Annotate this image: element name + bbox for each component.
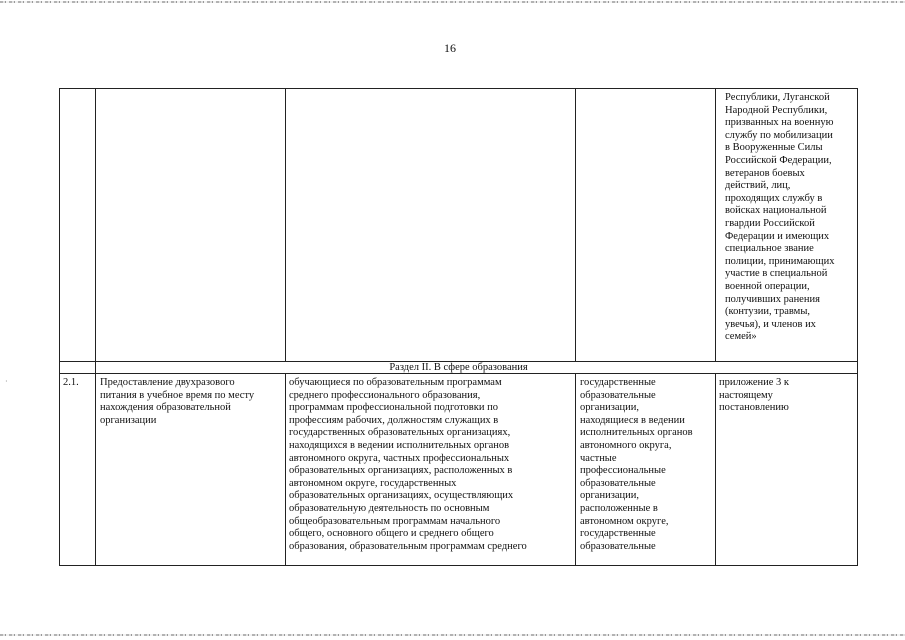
continued-row-text: Республики, Луганской Народной Республики, призванных на военную службу по мобилизации в Вооруженные Силы Российской Федерации, ветеранов боевых действий, лиц, проходящих службу в войсках национальной гвардии Российской Федерации и имеющих специальное звание полиции, принимающих участие в специальной военной операции, получивших ранения (контузии, травмы, увечья), и членов их семей»: [725, 92, 835, 343]
table-column-divider: [285, 373, 286, 565]
recipients-cell: обучающиеся по образовательным программам среднего профессионального образования, программам профессиональной подготовки по профессиям рабочих, должностям служащих в государственных образовательных организациях, находящихся в ведении исполнительных органов автономного округа, частных профессиональных образовательных организациях, расположенных в автономном округе, государственных образовательных организациях, осуществляющих образовательную деятельность по основным общеобразовательным программам начального общего, основного общего и среднего общего образования, образовательным программам среднего: [289, 377, 527, 552]
table-column-divider: [715, 373, 716, 565]
row-number: 2.1.: [63, 377, 79, 388]
organizations-cell: государственные образовательные организации, находящиеся в ведении исполнительных органов автономного округа, частные профессиональные образовательные организации, расположенные в автономном округе, государственные образовательные: [580, 377, 693, 552]
scan-margin-mark: ·: [5, 377, 8, 386]
page-number: 16: [444, 41, 456, 55]
table-column-divider: [575, 373, 576, 565]
section-title: Раздел II. В сфере образования: [389, 362, 528, 373]
scan-top-edge: [0, 1, 905, 3]
table-column-divider: [575, 89, 576, 361]
table-column-divider: [715, 89, 716, 361]
reference-cell: приложение 3 к настоящему постановлению: [719, 377, 789, 414]
table-column-divider: [95, 89, 96, 565]
scan-bottom-edge: [0, 634, 905, 636]
document-table: [59, 88, 858, 566]
table-column-divider: [285, 89, 286, 361]
service-name-cell: Предоставление двухразового питания в учебное время по месту нахождения образовательной организации: [100, 377, 255, 426]
